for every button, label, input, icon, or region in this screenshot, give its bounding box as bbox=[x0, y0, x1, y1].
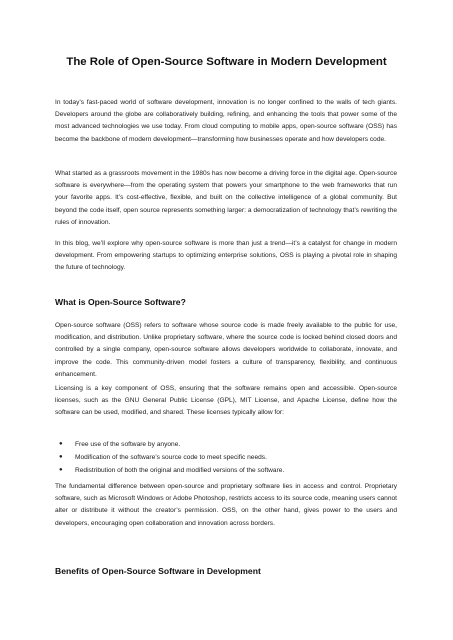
bullet-icon: ● bbox=[59, 441, 63, 447]
list-item: ● Redistribution of both the original and modified versions of the software. bbox=[55, 464, 397, 477]
paragraph: In this blog, we’ll explore why open-source software is more than just a trend—it’s a catalyst for change in modern development. From empowering startups to optimizing enterprise solutions, OSS is playing a pivotal role in shaping the future of technology. bbox=[55, 240, 397, 272]
section-heading-benefits bbox=[55, 566, 397, 576]
page-title: The Role of Open-Source Software in Modern Development bbox=[66, 56, 387, 68]
list-item: ● Free use of the software by anyone. bbox=[55, 438, 397, 451]
paragraph: In today’s fast-paced world of software development, innovation is no longer confined to the walls of tech giants. Developers around the globe are collaboratively building, refining, and enhancing the tools that power some of the most advanced technologies we use today. From cloud computing to mobile apps, open-source software (OSS) has become the backbone of modern development—transforming how businesses operate and how developers code. bbox=[55, 99, 397, 143]
bullet-icon: ● bbox=[59, 467, 63, 473]
paragraph: What started as a grassroots movement in the 1980s has now become a driving force in the digital age. Open-source software is everywhere—from the operating system that powers your smartphone to the web frameworks that run your favorite apps. It’s cost-effective, flexible, and built on the collective intelligence of a global community. But beyond the code itself, open source represents something larger: a democratization of technology that’s rewriting the rules of innovation. bbox=[55, 170, 397, 226]
paragraph: Licensing is a key component of OSS, ensuring that the software remains open and accessible. Open-source licenses, such as the GNU General Public License (GPL), MIT License, and Apache License, define how the software can be used, modified, and shared. These licenses typically allow for: bbox=[55, 385, 397, 417]
intro-paragraph-2 bbox=[55, 168, 397, 229]
section1-paragraph-1 bbox=[55, 320, 397, 381]
section-heading: Benefits of Open-Source Software in Development bbox=[55, 566, 261, 576]
paragraph: The fundamental difference between open-source and proprietary software lies in access and control. Proprietary software, such as Microsoft Windows or Adobe Photoshop, restricts access to its source code, meaning users cannot alter or distribute it without the creator’s permission. OSS, on the other hand, gives power to the users and developers, encouraging open collaboration and innovation across borders. bbox=[55, 483, 397, 527]
intro-paragraph-3 bbox=[55, 238, 397, 275]
license-bullet-list bbox=[55, 438, 397, 477]
section1-paragraph-2 bbox=[55, 383, 397, 420]
intro-paragraph-1 bbox=[55, 97, 397, 146]
paragraph: Open-source software (OSS) refers to software whose source code is made freely available to the public for use, modification, and distribution. Unlike proprietary software, where the source code is locked behind closed doors and controlled by a single company, open-source software allows developers worldwide to collaborate, innovate, and improve the code. This community-driven model fosters a culture of transparency, flexibility, and continuous enhancement. bbox=[55, 322, 397, 378]
list-item: ● Modification of the software’s source code to meet specific needs. bbox=[55, 451, 397, 464]
bullet-icon: ● bbox=[59, 454, 63, 460]
section1-paragraph-3 bbox=[55, 481, 397, 530]
section-heading-what-is-oss bbox=[55, 297, 397, 307]
section-heading: What is Open-Source Software? bbox=[55, 297, 186, 307]
